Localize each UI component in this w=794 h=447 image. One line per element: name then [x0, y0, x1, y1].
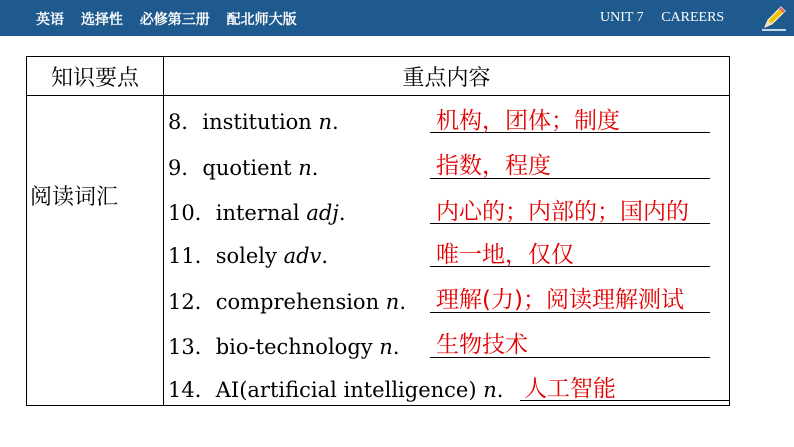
item-pos: n: [298, 156, 312, 180]
vocab-row: [168, 106, 339, 136]
item-word: bio-technology: [215, 335, 380, 359]
item-punct: .: [399, 290, 406, 314]
vocab-row: [168, 374, 503, 404]
item-punct: .: [311, 156, 319, 180]
volume-label: 必修第三册: [139, 12, 210, 28]
item-number: 13．: [168, 335, 216, 359]
unit-info: [600, 10, 738, 26]
answer-text: 生物技术: [436, 332, 528, 358]
column-header-knowledge: 知识要点: [50, 65, 139, 91]
column-divider: [163, 57, 164, 405]
item-pos: n: [483, 378, 497, 402]
answer-text: 唯一地，仅仅: [436, 242, 574, 268]
item-punct: .: [321, 244, 329, 268]
subject-label: 英语: [36, 12, 64, 28]
category-label: 阅读词汇: [30, 185, 119, 210]
item-number: 10．: [168, 201, 216, 225]
answer-text: 理解(力)；阅读理解测试: [436, 287, 684, 313]
header-divider: [27, 95, 729, 96]
vocab-row: [168, 152, 318, 182]
vocab-row: [168, 197, 346, 227]
item-pos: n: [318, 110, 333, 134]
item-number: 12．: [168, 290, 216, 314]
answer-text: 人工智能: [524, 376, 616, 402]
item-word: solely: [215, 244, 284, 268]
top-banner: [0, 0, 794, 36]
item-punct: .: [338, 201, 346, 225]
item-number: 11．: [168, 244, 216, 268]
vocab-row: [168, 331, 400, 361]
item-number: 9．: [168, 156, 203, 180]
item-word: institution: [202, 110, 319, 134]
column-header-content: 重点内容: [402, 65, 491, 91]
answer-text: 机构，团体；制度: [436, 108, 620, 134]
item-pos: adv: [283, 244, 322, 268]
answer-text: 内心的；内部的；国内的: [436, 199, 689, 225]
item-punct: .: [332, 110, 339, 134]
item-number: 14．: [168, 378, 216, 402]
item-pos: n: [385, 290, 400, 314]
item-word: comprehension: [215, 290, 386, 314]
item-word: AI(artificial intelligence): [215, 378, 484, 402]
item-number: 8．: [168, 110, 203, 134]
item-pos: n: [379, 335, 393, 359]
answer-text: 指数，程度: [436, 153, 551, 179]
track-label: 选择性: [80, 12, 123, 28]
item-pos: adj: [306, 201, 339, 225]
item-punct: .: [496, 378, 504, 402]
item-punct: .: [392, 335, 400, 359]
vocab-row: [168, 240, 328, 270]
item-word: quotient: [202, 156, 299, 180]
unit-label: UNIT 7: [600, 10, 644, 25]
vocab-row: [168, 286, 406, 316]
edition-label: 配北师大版: [226, 12, 297, 28]
book-info: [36, 9, 309, 29]
pencil-icon: [760, 4, 788, 32]
unit-title: CAREERS: [661, 10, 725, 25]
item-word: internal: [215, 201, 307, 225]
